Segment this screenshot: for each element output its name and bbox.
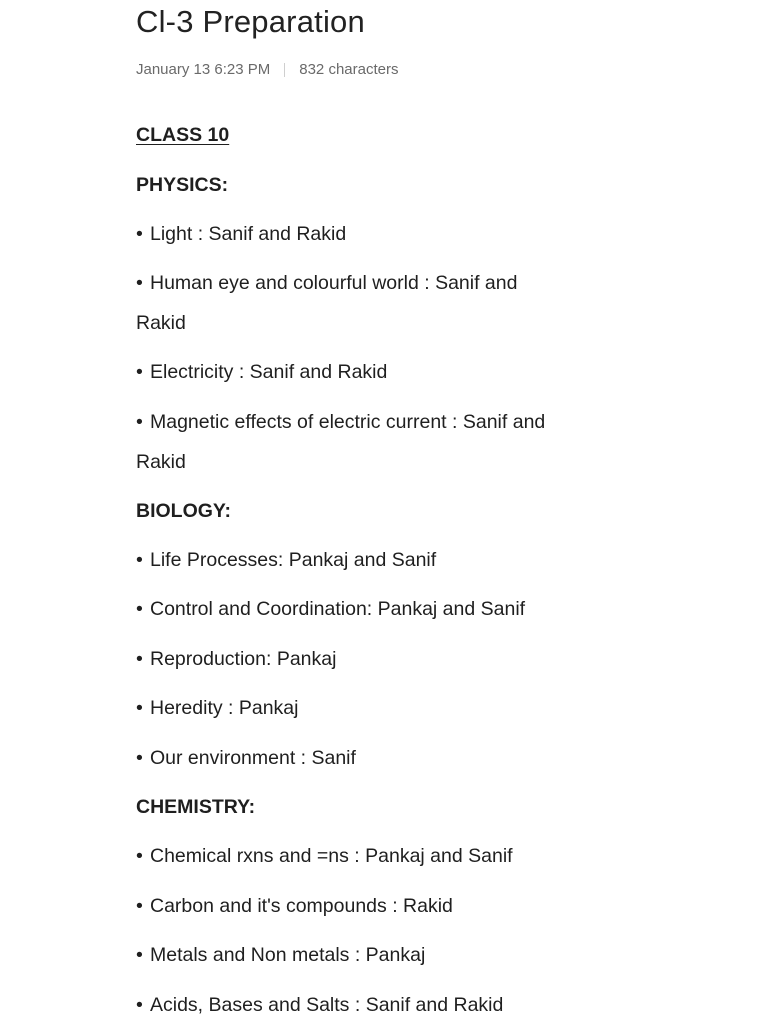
- meta-divider: [284, 63, 285, 77]
- bullet-icon: •: [136, 895, 143, 917]
- list-item: • Human eye and colourful world : Sanif and: [136, 272, 518, 294]
- bullet-icon: •: [136, 697, 143, 719]
- list-item: • Light : Sanif and Rakid: [136, 223, 347, 245]
- bullet-icon: •: [136, 361, 143, 383]
- character-count: 832 characters: [299, 61, 399, 78]
- bullet-icon: •: [136, 648, 143, 670]
- section-heading-chemistry: CHEMISTRY:: [136, 796, 256, 818]
- list-item: • Our environment : Sanif: [136, 747, 356, 769]
- class-heading: CLASS 10: [136, 124, 230, 146]
- note-meta: [136, 61, 398, 78]
- list-item: • Chemical rxns and =ns : Pankaj and Sanif: [136, 845, 513, 867]
- list-item-continuation: Rakid: [136, 451, 186, 473]
- section-heading-physics: PHYSICS:: [136, 174, 229, 196]
- list-item: • Reproduction: Pankaj: [136, 648, 337, 670]
- note-date: January 13 6:23 PM: [136, 61, 271, 78]
- section-heading-biology: BIOLOGY:: [136, 500, 231, 522]
- bullet-icon: •: [136, 994, 143, 1016]
- bullet-icon: •: [136, 747, 143, 769]
- note-title[interactable]: Cl-3 Preparation: [136, 4, 365, 39]
- bullet-icon: •: [136, 411, 143, 433]
- list-item: • Electricity : Sanif and Rakid: [136, 361, 388, 383]
- list-item-continuation: Rakid: [136, 312, 186, 334]
- bullet-icon: •: [136, 598, 143, 620]
- bullet-icon: •: [136, 223, 143, 245]
- bullet-icon: •: [136, 845, 143, 867]
- list-item: • Magnetic effects of electric current : Sanif and: [136, 411, 546, 433]
- bullet-icon: •: [136, 944, 143, 966]
- list-item: • Metals and Non metals : Pankaj: [136, 944, 426, 966]
- list-item: • Life Processes: Pankaj and Sanif: [136, 549, 437, 571]
- list-item: • Carbon and it's compounds : Rakid: [136, 895, 453, 917]
- list-item: • Heredity : Pankaj: [136, 697, 299, 719]
- list-item: • Control and Coordination: Pankaj and Sanif: [136, 598, 526, 620]
- bullet-icon: •: [136, 549, 143, 571]
- bullet-icon: •: [136, 272, 143, 294]
- list-item: • Acids, Bases and Salts : Sanif and Rakid: [136, 994, 504, 1016]
